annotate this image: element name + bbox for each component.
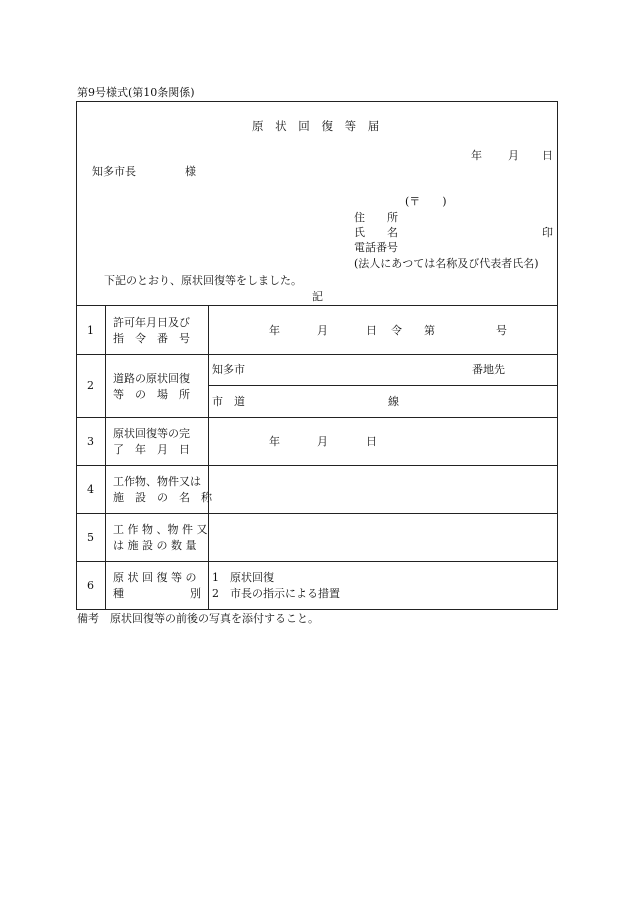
frame-right — [557, 101, 558, 609]
seal-mark: 印 — [542, 226, 553, 239]
date-year: 年 — [471, 149, 482, 162]
row-label-line2: 種 別 — [113, 587, 201, 600]
row-divider — [76, 513, 558, 514]
row-label-line1: 工 作 物 、物 件 又 — [113, 523, 208, 536]
completion-day: 日 — [366, 435, 377, 448]
ki-heading: 記 — [312, 290, 323, 303]
row-label — [113, 317, 202, 328]
completion-year: 年 — [269, 435, 280, 448]
permit-go: 号 — [496, 324, 507, 337]
row-number: 5 — [87, 531, 94, 544]
row-divider — [76, 354, 558, 355]
row-label-line1: 道路の原状回復 — [113, 372, 190, 385]
location-banchi: 番地先 — [472, 363, 505, 376]
addressee-honorific: 様 — [185, 165, 196, 178]
location-city: 知多市 — [212, 363, 245, 376]
form-label: 第9号様式(第10条関係) — [77, 86, 195, 99]
row-divider — [208, 385, 558, 386]
row-number: 4 — [87, 483, 94, 496]
form-title: 原 状 回 復 等 届 — [252, 119, 384, 133]
road-prefix: 市 道 — [212, 395, 245, 408]
row-label-line: 許可年月日及び — [113, 316, 190, 329]
permit-dai: 第 — [424, 324, 435, 337]
phone-label: 電話番号 — [354, 241, 398, 254]
address-label: 住 所 — [354, 211, 398, 224]
permit-month: 月 — [317, 324, 328, 337]
row-label-line2: は 施 設 の 数 量 — [113, 539, 197, 552]
row-number: 6 — [87, 579, 94, 592]
row-divider — [76, 417, 558, 418]
road-suffix: 線 — [388, 395, 399, 408]
row-number: 3 — [87, 435, 94, 448]
row-label-line: 指 令 番 号 — [113, 332, 190, 345]
row-number: 1 — [87, 324, 94, 337]
row-label-line2: 了 年 月 日 — [113, 443, 190, 456]
type-option-1: 1 原状回復 — [212, 571, 274, 584]
row-divider — [76, 465, 558, 466]
footnote: 備考 原状回復等の前後の写真を添付すること。 — [77, 612, 319, 625]
row-label-line1: 工作物、物件又は — [113, 475, 201, 488]
row-divider — [76, 561, 558, 562]
col-divider-number — [105, 305, 106, 609]
permit-rei: 令 — [391, 324, 402, 337]
row-label-line1: 原 状 回 復 等 の — [113, 571, 197, 584]
row-number: 2 — [87, 379, 94, 392]
col-divider-label — [208, 305, 209, 609]
row-label-line2 — [113, 333, 190, 344]
completion-month: 月 — [317, 435, 328, 448]
date-day: 日 — [542, 149, 553, 162]
permit-year: 年 — [269, 324, 280, 337]
type-option-2: 2 市長の指示による措置 — [212, 587, 340, 600]
postal-code: (〒 ) — [405, 195, 447, 208]
frame-bottom — [76, 609, 558, 610]
intro-text: 下記のとおり、原状回復等をしました。 — [104, 274, 302, 287]
date-month: 月 — [508, 149, 519, 162]
frame-left — [76, 101, 77, 609]
addressee-mayor: 知多市長 — [92, 165, 136, 178]
frame-top — [76, 101, 558, 102]
table-top-line — [76, 305, 558, 306]
corporate-note: (法人にあつては名称及び代表者氏名) — [354, 257, 539, 270]
row-label-line1: 原状回復等の完 — [113, 427, 190, 440]
row-label-line2: 等 の 場 所 — [113, 388, 190, 401]
row-label-line2: 施 設 の 名 称 — [113, 491, 212, 504]
permit-day: 日 — [366, 324, 377, 337]
name-label: 氏 名 — [354, 226, 398, 239]
